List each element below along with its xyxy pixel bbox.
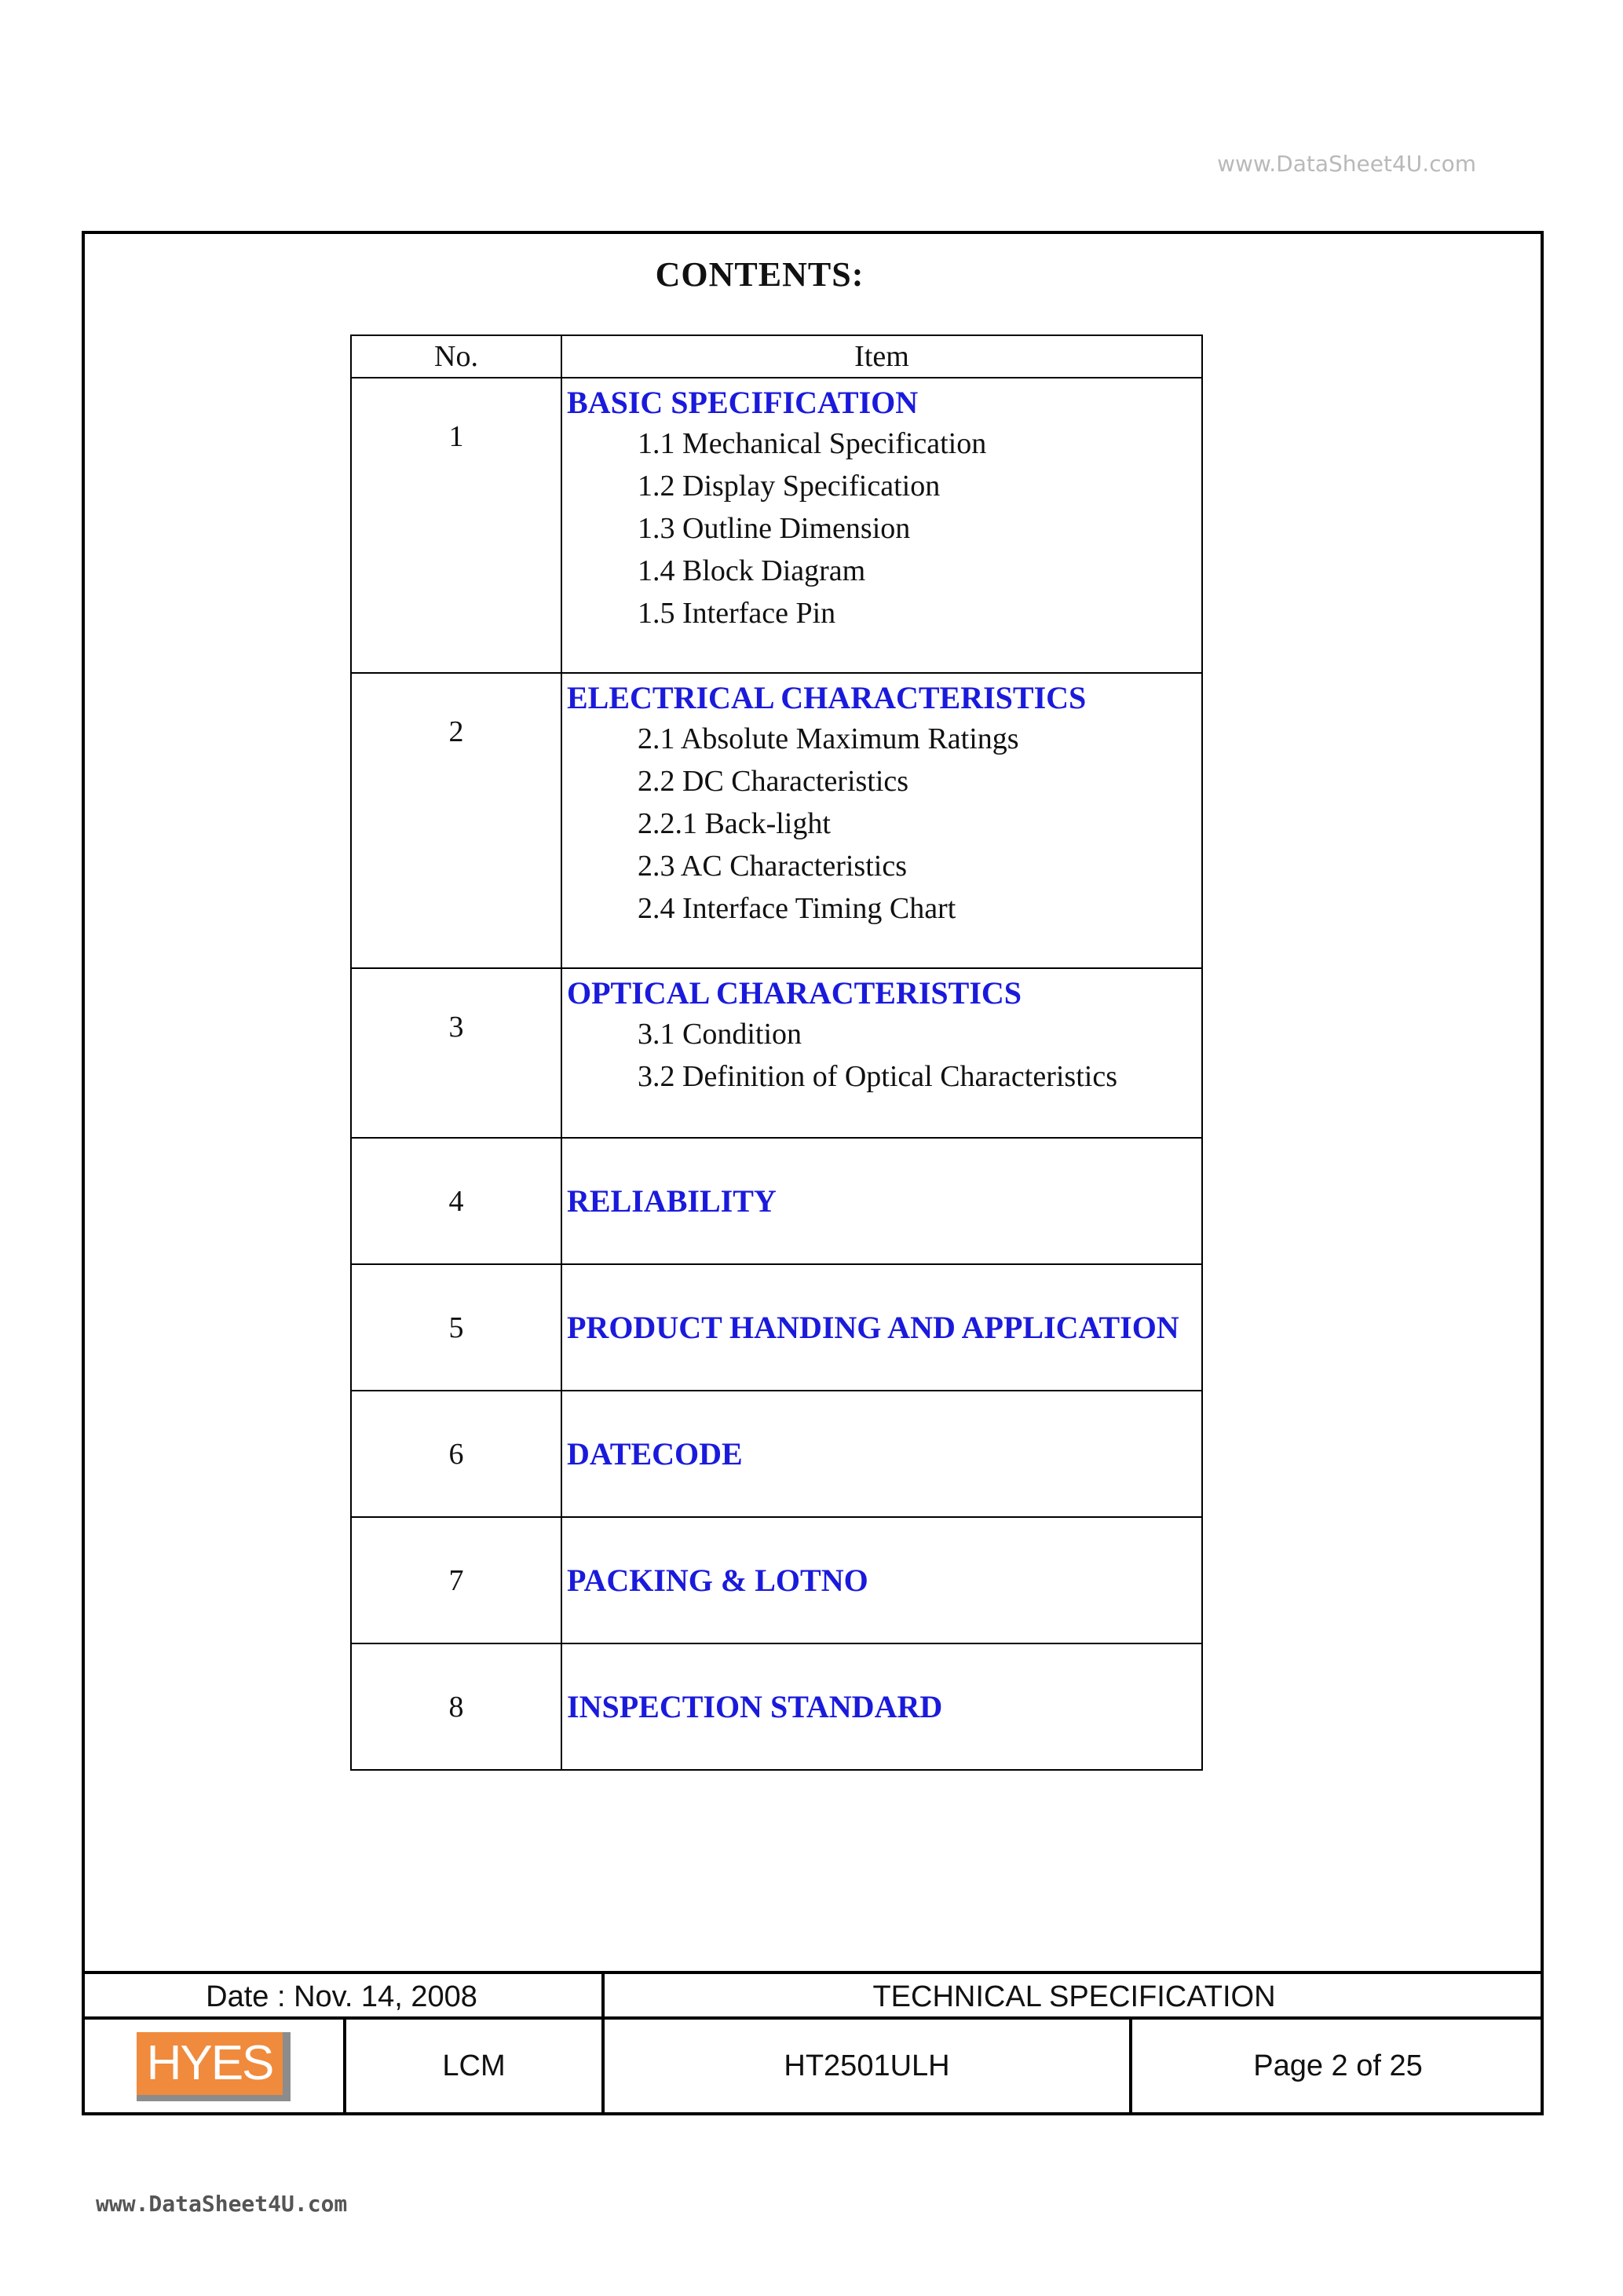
table-row	[351, 968, 1202, 1138]
row-number: 4	[351, 1138, 561, 1264]
subsection-item: 1.2 Display Specification	[638, 470, 941, 503]
subsection-item: 2.2.1 Back-light	[638, 807, 831, 840]
section-title: INSPECTION STANDARD	[567, 1688, 943, 1724]
subsection-item: 2.2 DC Characteristics	[638, 765, 909, 798]
row-number: 6	[351, 1391, 561, 1517]
footer-logo-cell	[82, 2020, 346, 2112]
footer-top-row	[82, 1971, 1544, 2020]
row-item	[561, 968, 1202, 1138]
subsection-item: 2.1 Absolute Maximum Ratings	[638, 722, 1019, 755]
section-title: BASIC SPECIFICATION	[567, 385, 919, 420]
row-number: 2	[351, 673, 561, 968]
subsection-item: 2.3 AC Characteristics	[638, 850, 907, 883]
table-row	[351, 1264, 1202, 1391]
subsection-item: 1.1 Mechanical Specification	[638, 427, 987, 460]
row-number: 3	[351, 968, 561, 1138]
footer-doc-type: TECHNICAL SPECIFICATION	[872, 1980, 1276, 2013]
subsection-item: 1.4 Block Diagram	[638, 554, 866, 587]
watermark-bottom: www.DataSheet4U.com	[96, 2191, 348, 2217]
hyes-logo-text: HYES	[137, 2032, 283, 2095]
subsection-item: 2.4 Interface Timing Chart	[638, 892, 956, 925]
table-row	[351, 1391, 1202, 1517]
row-item	[561, 1391, 1202, 1517]
row-number: 5	[351, 1264, 561, 1391]
footer-date: Date : Nov. 14, 2008	[82, 1974, 605, 2020]
row-number: 8	[351, 1643, 561, 1770]
section-title: RELIABILITY	[567, 1183, 777, 1219]
section-title: PRODUCT HANDING AND APPLICATION	[567, 1309, 1179, 1345]
footer-page-number: Page 2 of 25	[1253, 2049, 1423, 2082]
section-title: PACKING & LOTNO	[567, 1562, 868, 1598]
row-item	[561, 378, 1202, 673]
row-item	[561, 1264, 1202, 1391]
row-item	[561, 673, 1202, 968]
footer-product: LCM	[346, 2020, 605, 2112]
table-row	[351, 1643, 1202, 1770]
header-item: Item	[561, 335, 1202, 378]
page-title: CONTENTS:	[655, 255, 865, 294]
table-row	[351, 1517, 1202, 1643]
subsection-item: 3.2 Definition of Optical Characteristics	[638, 1060, 1117, 1093]
table-row	[351, 378, 1202, 673]
row-number: 7	[351, 1517, 561, 1643]
section-title: OPTICAL CHARACTERISTICS	[567, 975, 1022, 1011]
row-item	[561, 1517, 1202, 1643]
header-no: No.	[351, 335, 561, 378]
table-row	[351, 673, 1202, 968]
subsection-item: 3.1 Condition	[638, 1018, 802, 1051]
row-number: 1	[351, 378, 561, 673]
hyes-logo	[137, 2032, 291, 2101]
subsection-item: 1.5 Interface Pin	[638, 597, 836, 630]
section-title: DATECODE	[567, 1435, 743, 1472]
watermark-top: www.DataSheet4U.com	[1217, 151, 1476, 177]
footer-model: HT2501ULH	[605, 2020, 1132, 2112]
document-footer	[82, 1971, 1544, 2115]
table-row	[351, 1138, 1202, 1264]
section-title: ELECTRICAL CHARACTERISTICS	[567, 680, 1087, 715]
row-item	[561, 1643, 1202, 1770]
subsection-item: 1.3 Outline Dimension	[638, 512, 911, 545]
row-item	[561, 1138, 1202, 1264]
contents-table	[350, 335, 1203, 1771]
